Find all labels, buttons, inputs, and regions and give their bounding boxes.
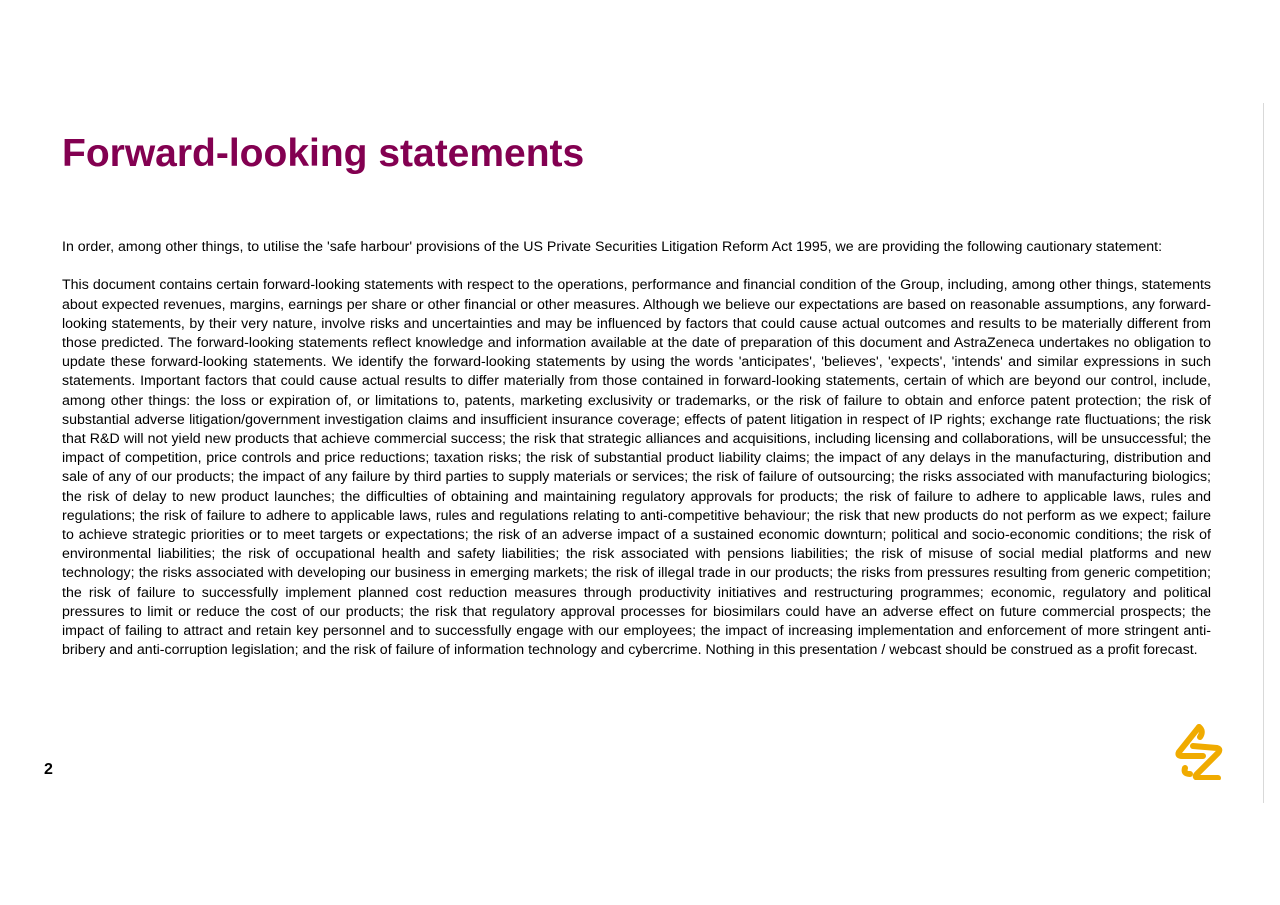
intro-paragraph: In order, among other things, to utilise the 'safe harbour' provisions of the US Private Securities Litigation Reform Act 1995, we are providing the following cautionary statement: — [62, 239, 1163, 255]
right-divider — [1263, 103, 1264, 803]
statement-body — [62, 238, 1211, 660]
page-title: Forward-looking statements — [62, 132, 585, 175]
astrazeneca-logo-icon — [1173, 722, 1223, 780]
main-paragraph: This document contains certain forward-looking statements with respect to the operations, performance and financial condition of the Group, including, among other things, statements about expected revenues, margins, earnings per share or other financial or other measures. Although we believe our expectations are based on reasonable assumptions, any forward-looking statements, by their very nature, involve risks and uncertainties and may be influenced by factors that could cause actual outcomes and results to be materially different from those predicted. The forward-looking statements reflect knowledge and information available at the date of preparation of this document and AstraZeneca undertakes no obligation to update these forward-looking statements. We identify the forward-looking statements by using the words 'anticipates', 'believes', 'expects', 'intends' and similar expressions in such statements. Important factors that could cause actual results to differ materially from those contained in forward-looking statements, certain of which are beyond our control, include, among other things: the loss or expiration of, or limitations to, patents, marketing exclusivity or trademarks, or the risk of failure to obtain and enforce patent protection; the risk of substantial adverse litigation/government investigation claims and insufficient insurance coverage; effects of patent litigation in respect of IP rights; exchange rate fluctuations; the risk that R&D will not yield new products that achieve commercial success; the risk that strategic alliances and acquisitions, including licensing and collaborations, will be unsuccessful; the impact of competition, price controls and price reductions; taxation risks; the risk of substantial product liability claims; the impact of any delays in the manufacturing, distribution and sale of any of our products; the impact of any failure by third parties to supply materials or services; the risk of failure of outsourcing; the risks associated with manufacturing biologics; the risk of delay to new product launches; the difficulties of obtaining and maintaining regulatory approvals for products; the risk of failure to adhere to applicable laws, rules and regulations; the risk of failure to adhere to applicable laws, rules and regulations relating to anti-competitive behaviour; the risk that new products do not perform as we expect; failure to achieve strategic priorities or to meet targets or expectations; the risk of an adverse impact of a sustained economic downturn; political and socio-economic conditions; the risk of environmental liabilities; the risk of occupational health and safety liabilities; the risk associated with pensions liabilities; the risk of misuse of social medial platforms and new technology; the risks associated with developing our business in emerging markets; the risk of illegal trade in our products; the risks from pressures resulting from generic competition; the risk of failure to successfully implement planned cost reduction measures through productivity initiatives and restructuring programmes; economic, regulatory and political pressures to limit or reduce the cost of our products; the risk that regulatory approval processes for biosimilars could have an adverse effect on future commercial prospects; the impact of failing to attract and retain key personnel and to successfully engage with our employees; the impact of increasing implementation and enforcement of more stringent anti-bribery and anti-corruption legislation; and the risk of failure of information technology and cybercrime. Nothing in this presentation / webcast should be construed as a profit forecast. — [62, 277, 1211, 659]
page-number: 2 — [44, 761, 53, 778]
